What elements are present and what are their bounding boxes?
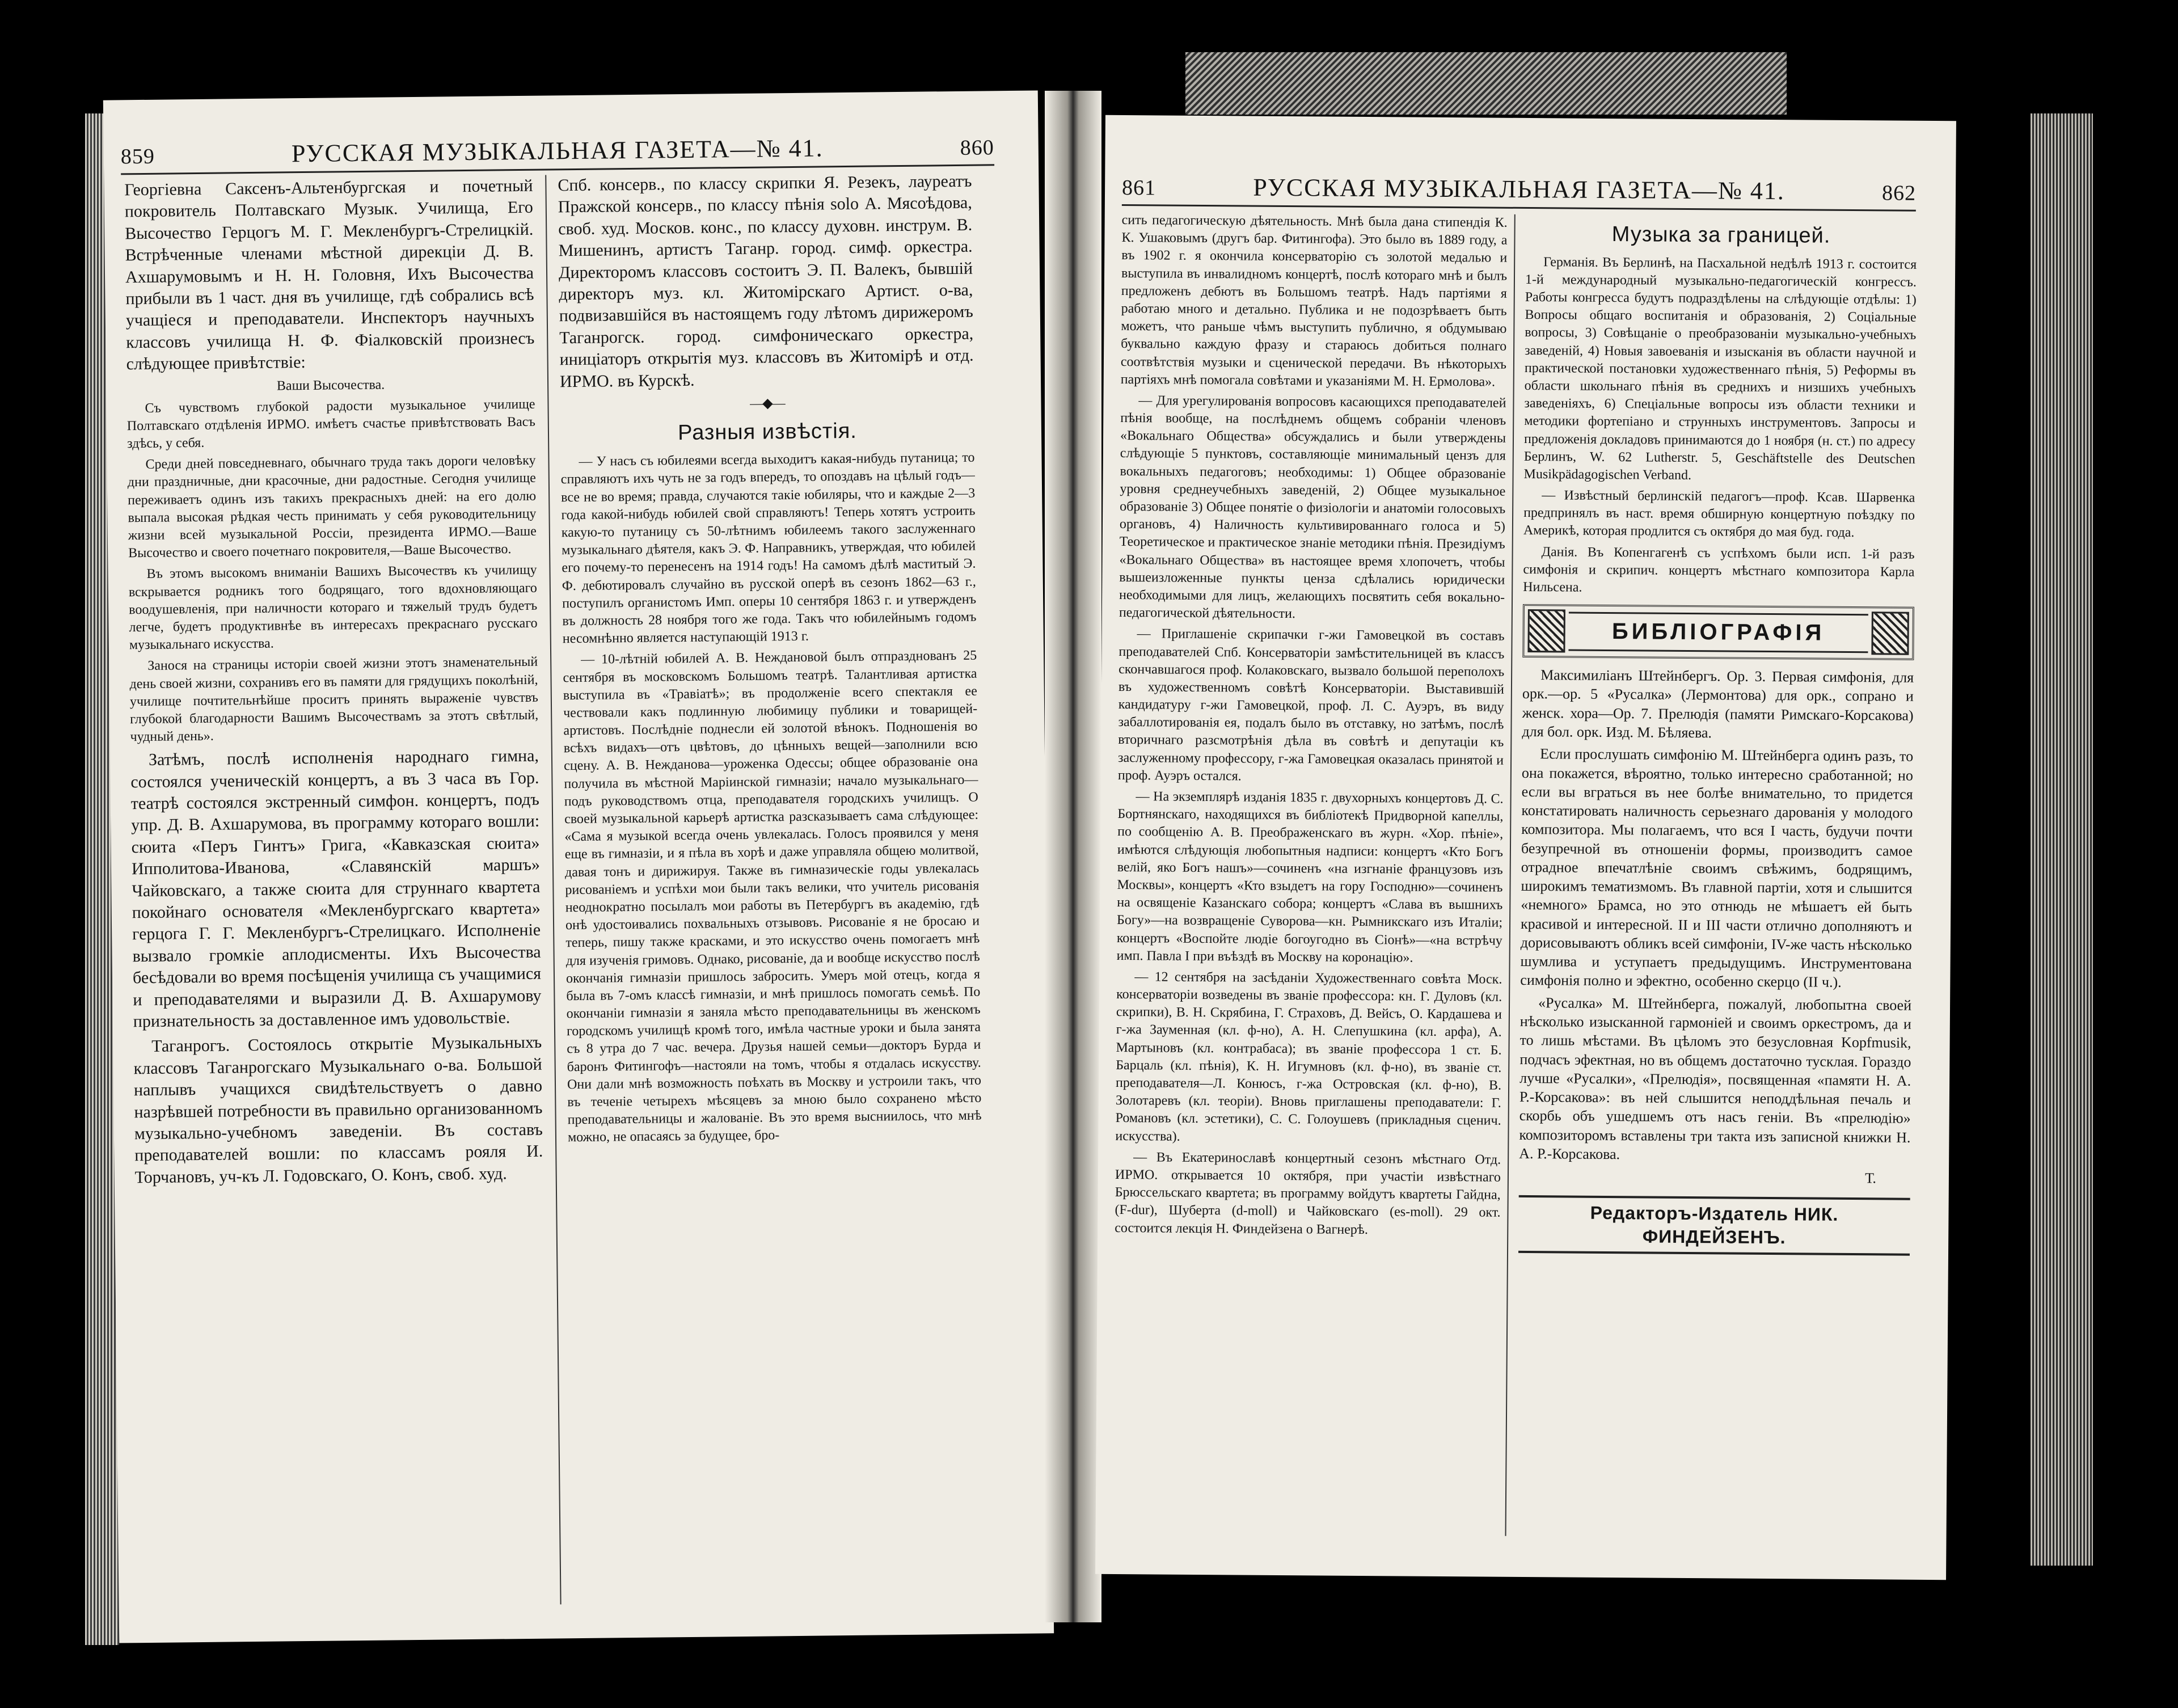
newspaper-title: РУССКАЯ МУЗЫКАЛЬНАЯ ГАЗЕТА—№ 41. [1253, 173, 1786, 205]
news-item: Данія. Въ Копенгагенѣ съ успѣхомъ были исп. 1-й разъ симфонія и скрипич. концертъ мѣстнаго композитора Карла Нильсена. [1523, 544, 1915, 595]
speech-paragraph: Въ этомъ высокомъ вниманіи Вашихъ Высочествъ къ училищу вскрывается родникъ того бодрящаго, того вдохновляющаго воодушевленія, при наличности котораго и тяжелый трудъ будетъ легче, будетъ продуктивнѣе въ интересахъ прекраснаго русскаго музыкальнаго искусства. [128, 563, 538, 653]
right-column-2 [1518, 214, 1917, 1256]
ornament-divider: —◆— [750, 396, 784, 411]
speech-paragraph: Съ чувствомъ глубокой радости музыкальное училище Полтавскаго отдѣленія ИРМО. имѣетъ счастье привѣтствовать Васъ здѣсь, у себя. [126, 397, 535, 452]
section-heading-news: Разныя извѣстія. [677, 419, 858, 445]
paragraph: Затѣмъ, послѣ исполненія народнаго гимна, состоялся ученическій концертъ, а въ 3 часа въ Гор. театрѣ состоялся экстренный симфон. концертъ, подъ упр. Д. В. Ахшарумова, въ программу котораго вошли: сюита «Перъ Гинтъ» Грига, «Кавказская сюита» Ипполитова-Иванова, «Славянскій маршъ» Чайковскаго, а также сюита для струннаго квартета покойнаго основателя «Мекленбургскаго квартета» герцога Г. Г. Мекленбургъ-Стрелицкаго. Исполненіе вызвало громкіе аплодисменты. Ихъ Высочества бесѣдовали во время посѣщенія училища съ учащимися и преподавателями и выразили Д. В. Ахшарумову признательность за доставленное имъ удовольствіе. [130, 746, 542, 1031]
ornament-square-icon [1527, 609, 1565, 652]
book-spine [1045, 91, 1101, 1622]
paragraph: Георгіевна Саксенъ-Альтенбургская и почетный покровитель Полтавскаго Музык. Училища, Его Высочество Герцогъ М. Г. Мекленбургъ-Стрелицкій. Встрѣченные членами мѣстной дирекціи Д. В. Ахшарумовымъ и Н. Н. Головня, Ихъ Высочества прибыли въ 1 част. дня въ училище, гдѣ собрались всѣ учащіеся и преподаватели. Инспекторъ научныхъ классовъ училища Н. Ф. Фіалковскій произнесъ слѣдующее привѣтствіе: [124, 176, 535, 374]
speech-heading: Ваши Высочества. [276, 377, 385, 394]
left-column-1 [124, 175, 543, 1192]
bibliography-banner [1522, 604, 1914, 660]
news-item: — 12 сентября на засѣданіи Художественнаго совѣта Моск. консерваторіи возведены въ званіе профессора: кн. Г. Дуловъ (кл. скрипки), В. Н. Скрябина, Г. Страховъ, Д. Вейсъ, О. Кардашева и г-жа Зауменная (кл. ф-но), А. Н. Слепушкина (кл. арфа), А. Мартыновъ (кл. контрабаса); въ званіе профессора 1 ст. Б. Барцаль (кл. пѣнія), К. Н. Игумновъ (кл. ф-но), въ званіе ст. преподавателя—Л. Конюсъ, г-жа Островская (кл. ф-но), В. Золотаревъ (кл. теоріи). Вновь приглашены преподаватели: Г. Романовъ (кл. эстетики), С. С. Голоушевъ (прикладныя сценич. искусства). [1115, 969, 1502, 1144]
review-paragraph: «Русалка» М. Штейнберга, пожалуй, любопытна своей нѣсколько изысканной гармоніей и своимъ оркестромъ, да и то лишь мѣстами. Въ цѣломъ это безусловная Kopfmusik, подчасъ эфектная, но въ общемъ достаточно тусклая. Гораздо лучше «Русалки», «Прелюдія», посвященная «памяти Н. А. Р.-Корсакова»: въ ней слышится неподдѣльная печаль и скорбь объ ушедшемъ отъ насъ геніи. Въ «прелюдію» композиторомъ вставлены три такта изъ записной книжки Н. А. Р.-Корсакова. [1519, 994, 1912, 1163]
ornament-square-icon [1871, 611, 1909, 655]
editor-publisher-line: Редакторъ-Издатель НИК. ФИНДЕЙЗЕНЪ. [1518, 1195, 1910, 1256]
left-running-header [121, 132, 995, 175]
paragraph: Таганрогъ. Состоялось открытіе Музыкальныхъ классовъ Таганрогскаго Музыкальнаго о-ва. Большой наплывъ учащихся свидѣтельствуетъ о давно назрѣвшей потребности въ правильно организованномъ музыкально-учебномъ заведеніи. Въ составъ преподавателей вошли: по классамъ рояля И. Торчановъ, уч-къ Л. Годовскаго, О. Конъ, своб. худ. [133, 1033, 543, 1187]
speech-paragraph: Занося на страницы исторіи своей жизни этотъ знаменательный день своей жизни, сохранивъ его въ памяти для грядущихъ поколѣній, училище почтительнѣйше проситъ принять выраженіе чувствъ глубокой благодарности Вашимъ Высочествамъ за этотъ свѣтлый, чудный день». [129, 655, 539, 745]
news-item: — Извѣстный берлинскій педагогъ—проф. Ксав. Шарвенка предпринялъ въ наст. время обширную концертную поѣздку по Америкѣ, которая продлится съ октября до мая буд. года. [1523, 488, 1915, 541]
page-number-860: 860 [960, 136, 994, 160]
review-title: Максимиліанъ Штейнбергъ. Ор. 3. Первая симфонія, для орк.—ор. 5 «Русалка» (Лермонтова) для орк., сопрано и женск. хора—Ор. 7. Прелюдія (памяти Римскаго-Корсакова) для бол. орк. Изд. М. Бѣляева. [1522, 667, 1914, 741]
news-item: — На экземплярѣ изданія 1835 г. двухорныхъ концертовъ Д. С. Бортнянскаго, находящихся въ библіотекѣ Придворной капеллы, по сообщенію А. В. Преображенскаго въ журн. «Хор. пѣніе», имѣются слѣдующія любопытныя надписи: концертъ «Кто Богъ велій, яко Богъ нашъ»—сочиненъ «на изгнаніе французовъ изъ Москвы», концертъ «Кто взыдетъ на гору Господню»—сочиненъ на освященіе Казанскаго собора; концертъ «Слава въ вышнихъ Богу»—на возвращеніе Суворова—кн. Рымникскаго изъ Италіи; концертъ «Воспойте людіе богоугодно въ Сіонѣ»—«на встрѣчу имп. Павла I при въѣздѣ въ Москву на коронацію». [1116, 789, 1504, 965]
news-item: — 10-лѣтній юбилей А. В. Неждановой былъ отпразднованъ 25 сентября въ московскомъ Большомъ театрѣ. Талантливая артистка выступила въ «Травіатѣ»; въ продолженіе всего спектакля ее чествовали какъ подлинную любимицу публики и товарищей-артистовъ. Послѣдніе поднесли ей золотой вѣнокъ. Подношенія во всѣхъ видахъ—отъ цвѣтовъ, до цѣнныхъ вещей—заполнили всю сцену. А. В. Нежданова—уроженка Одессы; общее образованіе она получила въ мѣстной Маріинской гимназіи; начало музыкальнаго—подъ руководствомъ отца, преподавателя городскихъ училищъ. О своей музыкальной карьерѣ артистка разсказываетъ сама слѣдующее: «Сама я музыкой всегда очень увлекалась. Голосъ проявился у меня еще въ гимназіи, и я пѣла въ хорѣ и даже управляла общею молитвой, давая тонъ и дирижируя. Также въ гимназическіе годы увлекалась рисованіемъ и успѣхи мои были такъ велики, что учитель рисованія неоднократно посылалъ мои работы въ Петербургъ въ академію, гдѣ онѣ удостоивались похвальныхъ отзывовъ. Рисованіе я не бросаю и теперь, пишу также красками, и это искусство очень помогаетъ мнѣ для изученія гримовъ. Однако, рисованіе, да и вообще искусство послѣ окончанія гимназіи пришлось забросить. Умеръ мой отецъ, когда я была въ 7-омъ классѣ гимназіи, и мнѣ пришлось помогать семьѣ. По окончаніи гимназіи я заняла мѣсто преподавательницы въ женскомъ городскомъ училищѣ кромѣ того, имѣла частные уроки и была занята съ 8 утра до 7 час. вечера. Друзья нашей семьи—докторъ Бурда и баронъ Фитингофъ—настояли на томъ, чтобы я отдалась искусству. Они дали мнѣ возможность поѣхать въ Москву и устроили такъ, что въ теченіе четырехъ мѣсяцевъ за мною было сохранено мѣсто преподавательницы и жалованіе. Въ это время высниилось, что мнѣ можно, не опасаясь за будущее, бро- [563, 648, 982, 1145]
news-item: — Приглашеніе скрипачки г-жи Гамовецкой въ составъ преподавателей Спб. Консерваторіи замѣстительницей въ классъ скончавшагося проф. Колаковскаго, вызвало большой переполохъ въ художественномъ совѣтѣ Консерваторіи. Выставившій кандидатуру г-жи Гамовецкой, проф. Л. С. Ауэръ, въ виду забаллотированія ея, подалъ было въ отставку, но затѣмъ, послѣ вторичнаго разсмотрѣнія дѣла въ совѣтѣ и депутаціи къ заслуженному профессору, г-жа Гамовецкая оказалась принятой и проф. Ауэръ остался. [1117, 626, 1505, 784]
paragraph: сить педагогическую дѣятельность. Мнѣ была дана стипендія К. К. Ушаковымъ (другъ бар. Фитингофа). Это было въ 1889 году, а въ 1902 г. я окончила консерваторію съ золотой медалью и выступила въ инвалидномъ концертѣ, послѣ котораго мнѣ и былъ предложенъ дебютъ въ Большомъ театрѣ. Надъ партіями я работаю много и детально. Публика и не подозрѣваетъ быть можетъ, что раньше чѣмъ выступить публично, я обдумываю буквально каждую фразу и стараюсь добиться полнаго соотвѣтствія музыки и сценической передачи. Въ нѣкоторыхъ партіяхъ мнѣ помогала совѣтами и указаніями М. Н. Ермолова». [1120, 213, 1508, 390]
page-number-861: 861 [1121, 176, 1156, 200]
right-column-1 [1115, 212, 1508, 1243]
bibliography-heading: БИБЛІОГРАФІЯ [1568, 611, 1868, 653]
page-number-859: 859 [120, 144, 155, 169]
page-top-shadow [1185, 52, 1787, 115]
speech-paragraph: Среди дней повседневнаго, обычнаго труда такъ дороги человѣку дни праздничные, дни красочные, дни радостные. Сегодня училище переживаетъ одинъ изъ такихъ прекрасныхъ дней: на его долю выпала высокая рѣдкая честь принимать у себя руководительницу жизни всей музыкальной Россіи, президента ИРМО.—Ваше Высочество и своего почетнаго покровителя,—Ваше Высочество. [127, 453, 537, 561]
book-right-edge [2031, 113, 2093, 1566]
left-column-2 [558, 171, 982, 1150]
right-running-header [1122, 172, 1916, 212]
paragraph: Спб. консерв., по классу скрипки Я. Резекъ, лауреатъ Пражской консерв., по классу пѣнія solo А. Мясоѣдова, своб. худ. Москов. конс., по классу духовн. инструм. В. Мишенинъ, артистъ Таганр. город. симф. оркестра. Директоромъ классовъ состоитъ Э. П. Валекъ, бывшій директоръ муз. кл. Житомірскаго Артист. о-ва, подвизавшійся въ настоящемъ году лѣтомъ дирижеромъ Таганрогск. город. симфоническаго оркестра, иниціаторъ открытія муз. классовъ въ Житомірѣ и отд. ИРМО. въ Курскѣ. [558, 171, 974, 391]
section-heading-abroad: Музыка за границей. [1611, 222, 1831, 248]
news-item: — У насъ съ юбилеями всегда выходитъ какая-нибудь путаница; то справляютъ ихъ чуть не за годъ впередъ, то опоздавъ на цѣлый годъ—все не во время; правда, случаются такіе юбиляры, что и каждые 2—3 года какой-нибудь юбилей свой справляютъ! Теперь хотятъ устроить какую-то путаницу съ 50-лѣтнимъ юбилеемъ такого заслуженнаго музыкальнаго дѣятеля, какъ Э. Ф. Направникъ, утверждая, что юбилей его почему-то перенесенъ на 1914 годъ! На самомъ дѣлѣ маститый Э. Ф. дебютировалъ случайно въ русской оперѣ въ сезонъ 1862—63 г., поступилъ органистомъ Имп. оперы 10 сентября 1863 г. и утвержденъ въ должность 28 ноября того же года. Такъ что юбилейнымъ годомъ несомнѣнно является наступающій 1913 г. [560, 450, 977, 647]
newspaper-title: РУССКАЯ МУЗЫКАЛЬНАЯ ГАЗЕТА—№ 41. [291, 134, 824, 168]
left-page [103, 90, 1054, 1643]
review-paragraph: Если прослушать симфонію М. Штейнберга одинъ разъ, то она покажется, вѣроятно, только интересно сработанной; но если вы вграться въ нее болѣе внимательно, то придется констатировать наличность серьезнаго дарованія у молодого композитора. Мы полагаемъ, что вся I часть, будучи почти безупречной въ отношеніи формы, производитъ самое отрадное впечатлѣніе своимъ свѣжимъ, бодрящимъ, широкимъ тематизмомъ. Въ главной партіи, хотя и слышится «немного» Брамса, но это отнюдь не мѣшаетъ ей быть красивой и интересной. II и III части отлично дополняютъ и дорисовываютъ обликъ всей симфоніи, IV-же часть нѣсколько шумлива и уступаетъ предыдущимъ. Инструментована симфонія полно и эфектно, особенно скерцо (II ч.). [1520, 745, 1914, 991]
review-signature: Т. [1865, 1170, 1877, 1187]
page-number-862: 862 [1881, 181, 1917, 205]
news-item: — Для урегулированія вопросовъ касающихся преподавателей пѣнія вообще, на послѣднемъ общемъ собраніи членовъ «Вокальнаго Общества» обсуждались и были утверждены слѣдующіе 5 пунктовъ, составляющіе минимальный цензъ для вокальныхъ педагоговъ; необходимы: 1) Общее образованіе уровня среднеучебныхъ заведеній, 2) Общее музыкальное образованіе 3) Общее понятіе о физіологіи и анатоміи голосовыхъ органовъ, 4) Наличность культивированнаго голоса и 5) Теоретическое и практическое знаніе методики пѣнія. Президіумъ «Вокальнаго Общества» въ настоящее время хлопочетъ, чтобы вышеизложенные пункты ценза сдѣлались юридически необходимыми для лицъ, желающихъ посвятить себя вокально-педагогической дѣятельности. [1118, 393, 1506, 622]
right-page [1095, 115, 1956, 1580]
column-divider [1505, 214, 1516, 1536]
news-item: Германія. Въ Берлинѣ, на Пасхальной недѣлѣ 1913 г. состоится 1-й международный музыкально-педагогическій конгрессъ. Работы конгресса будутъ подраздѣлены на слѣдующіе отдѣлы: 1) Вопросы общаго воспитанія и образованія, 2) Соціальные вопросы, 3) Совѣщаніе о преобразованіи музыкально-учебныхъ заведеній, 4) Новыя завоеванія и изысканія въ области научной и практической постановки художественнаго пѣнія, 5) Реформы въ области школьнаго пѣнія въ среднихъ и низшихъ учебныхъ заведеніяхъ, 6) Спеціальные вопросы изъ области техники и методики фортепіано и струнныхъ инструментовъ. Запросы и предложенія докладовъ принимаются до 1 ноября (н. ст.) по адресу Берлинъ, W. 62 Lutherstr. 5, Geschäftstelle des Deutschen Musikpädagogischen Verband. [1523, 254, 1917, 483]
column-divider [545, 175, 561, 1605]
news-item: — Въ Екатеринославѣ концертный сезонъ мѣстнаго Отд. ИРМО. открывается 10 октября, при участіи извѣстнаго Брюссельскаго квартета; въ программу войдутъ квартеты Гайдна, (F-dur), Шуберта (d-moll) и Чайковскаго (es-moll). 29 окт. состоится лекція Н. Финдейзена о Вагнерѣ. [1115, 1149, 1501, 1237]
